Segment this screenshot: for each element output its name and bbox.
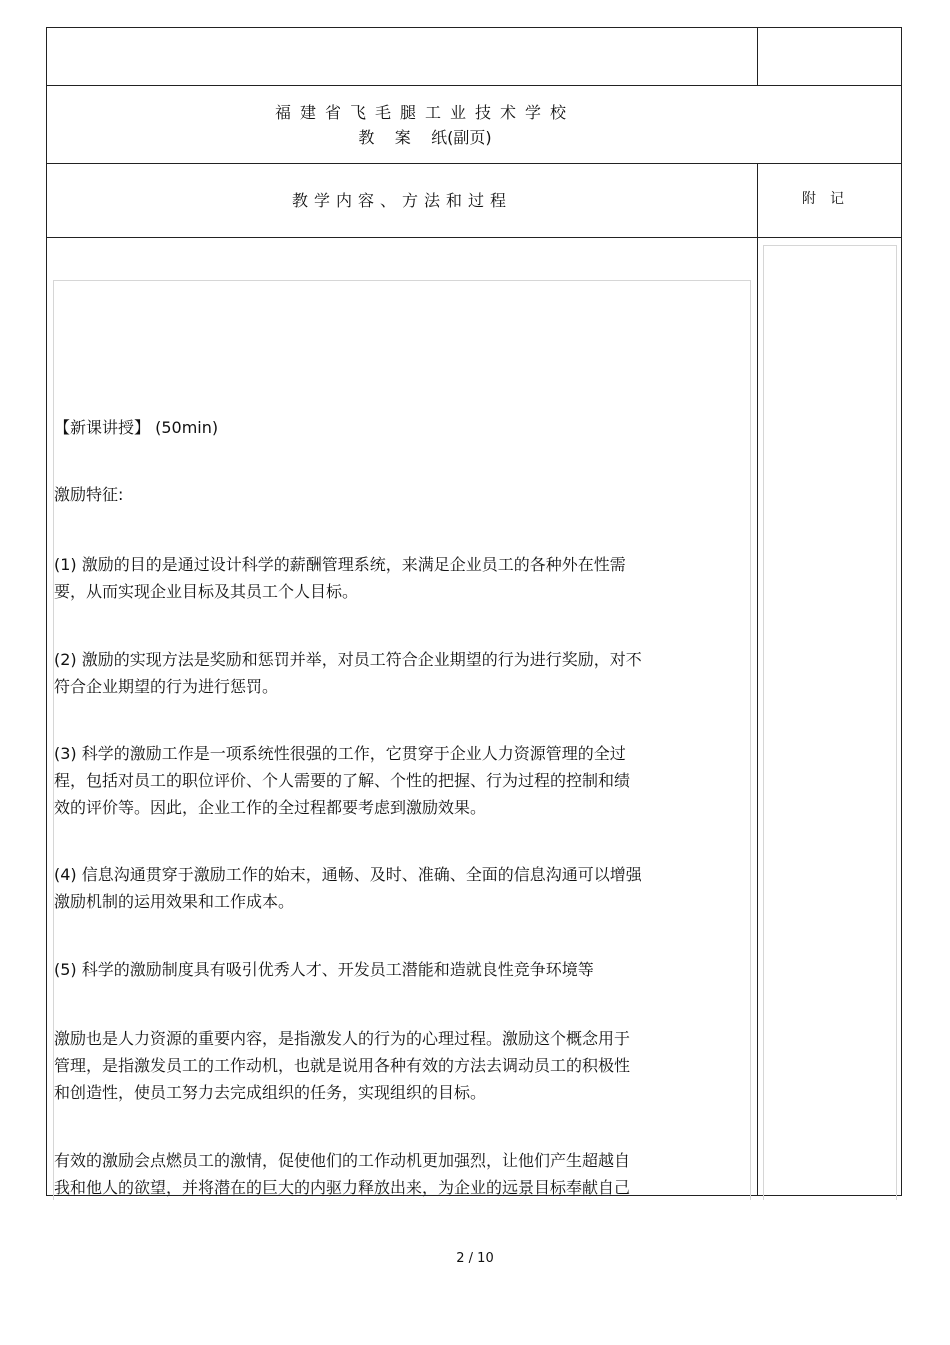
page-number: 2 / 10 <box>456 1251 494 1266</box>
list-item: (1) 激励的目的是通过设计科学的薪酬管理系统，来满足企业员工的各种外在性需 要，从而实现企业目标及其员工个人目标。 <box>54 555 626 601</box>
body-paragraph: 有效的激励会点燃员工的激情，促使他们的工作动机更加强烈，让他们产生超越自 我和他人的欲望，并将潜在的巨大的内驱力释放出来，为企业的远景目标奉献自己 <box>54 1151 631 1197</box>
row-divider <box>47 237 901 238</box>
row-divider <box>47 163 901 164</box>
list-item: (4) 信息沟通贯穿于激励工作的始末，通畅、及时、准确、全面的信息沟通可以增强 激励机制的运用效果和工作成本。 <box>54 865 642 911</box>
notes-box <box>763 245 897 1200</box>
section-title: 【新课讲授】 (50min) <box>54 418 219 437</box>
content-heading: 激励特征: <box>54 485 124 504</box>
row-divider <box>47 85 901 86</box>
school-name: 福建省飞毛腿工业技术学校 <box>274 103 575 122</box>
lesson-plan-table <box>46 27 902 1196</box>
column-divider <box>757 28 758 85</box>
side-column-header: 附记 <box>802 191 858 207</box>
column-divider <box>757 163 758 1196</box>
list-item: (2) 激励的实现方法是奖励和惩罚并举，对员工符合企业期望的行为进行奖励，对不 符合企业期望的行为进行惩罚。 <box>54 650 642 696</box>
main-column-header: 教学内容、方法和过程 <box>291 191 512 210</box>
list-item: (5) 科学的激励制度具有吸引优秀人才、开发员工潜能和造就良性竞争环境等 <box>54 960 594 979</box>
body-paragraph: 激励也是人力资源的重要内容，是指激发人的行为的心理过程。激励这个概念用于 管理，是指激发员工的工作动机，也就是说用各种有效的方法去调动员工的积极性 和创造性，使员工努力去完成组织的任务，实现组织的目标。 <box>54 1029 631 1102</box>
document-type: 教 案 纸(副页) <box>358 128 492 147</box>
list-item: (3) 科学的激励工作是一项系统性很强的工作，它贯穿于企业人力资源管理的全过 程，包括对员工的职位评价、个人需要的了解、个性的把握、行为过程的控制和绩 效的评价等。因此，企业工作的全过程都要考虑到激励效果。 <box>54 744 631 817</box>
lesson-content <box>53 280 751 1200</box>
